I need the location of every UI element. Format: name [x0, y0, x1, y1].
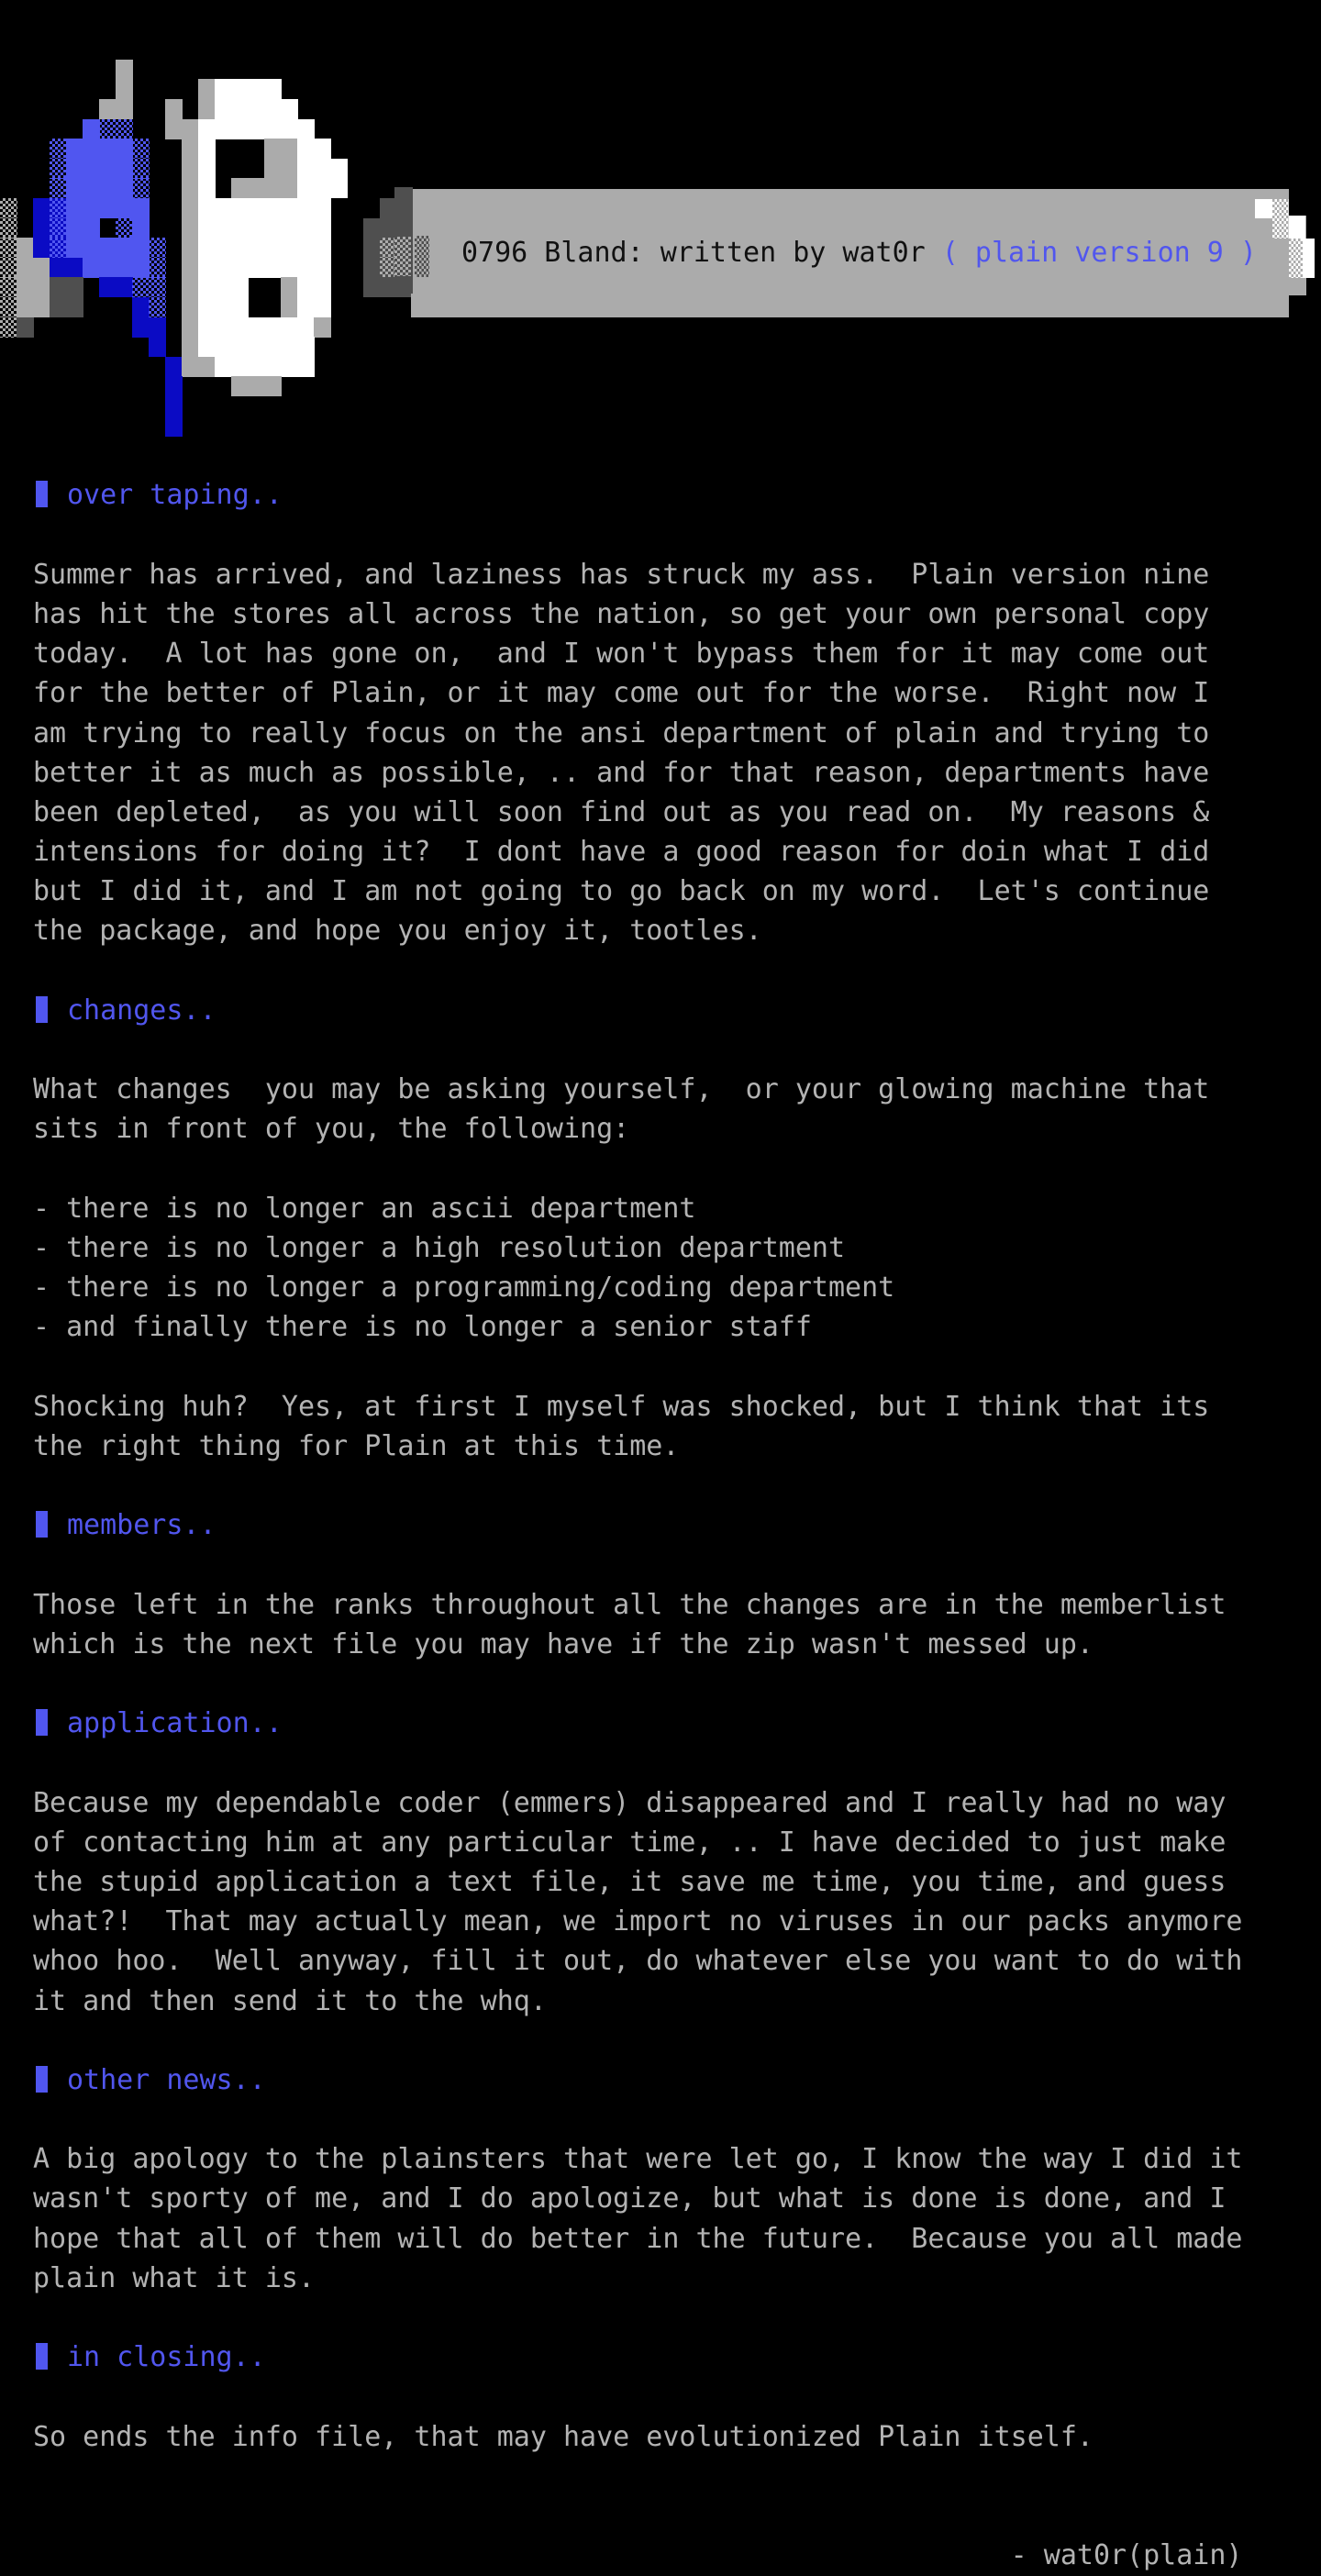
- logo-pixel: [297, 337, 315, 357]
- logo-pixel: [182, 238, 199, 258]
- logo-pixel: [281, 238, 298, 258]
- banner-title-version: ( plain version 9 ): [941, 237, 1257, 269]
- logo-pixel: [0, 238, 17, 258]
- logo-pixel: [248, 99, 265, 119]
- logo-pixel: [264, 317, 282, 338]
- logo-pixel: [50, 297, 67, 317]
- logo-pixel: [330, 178, 348, 198]
- logo-pixel: [50, 258, 67, 278]
- logo-pixel: [198, 99, 216, 119]
- banner-left-cap-dither: [394, 237, 411, 276]
- logo-pixel: [66, 297, 83, 317]
- logo-pixel: [248, 357, 265, 377]
- banner-right-white-end: [1303, 239, 1315, 278]
- logo-pixel: [231, 258, 249, 278]
- logo-pixel: [33, 218, 50, 239]
- logo-pixel: [33, 198, 50, 218]
- logo-pixel: [297, 159, 315, 179]
- logo-pixel: [215, 99, 232, 119]
- text-line: it and then send it to the whq.: [33, 1984, 547, 2017]
- logo-pixel: [116, 60, 133, 80]
- banner-title-main: 0796 Bland: written by wat0r: [461, 237, 942, 269]
- logo-pixel: [0, 258, 17, 278]
- text-line: of contacting him at any particular time, .. I have decided to just make: [33, 1826, 1227, 1859]
- logo-pixel: [215, 79, 232, 99]
- logo-pixel: [165, 396, 183, 416]
- logo-pixel: [281, 277, 298, 297]
- logo-pixel: [116, 178, 133, 198]
- logo-pixel: [182, 139, 199, 159]
- logo-pixel: [17, 277, 34, 297]
- logo-pixel: [132, 198, 150, 218]
- logo-pixel: [248, 119, 265, 139]
- logo-pixel: [165, 99, 183, 119]
- banner-title: [461, 233, 1257, 272]
- logo-pixel: [314, 277, 331, 297]
- section-header: application..: [33, 1704, 1308, 1743]
- logo-pixel: [99, 277, 117, 297]
- logo-pixel: [231, 297, 249, 317]
- logo-pixel: [297, 277, 315, 297]
- text-line: Because my dependable coder (emmers) disappeared and I really had no way: [33, 1786, 1227, 1819]
- logo-pixel: [363, 238, 381, 258]
- logo-pixel: [297, 178, 315, 198]
- banner-left-inner-dither: [415, 236, 429, 277]
- logo-pixel: [99, 258, 117, 278]
- logo-pixel: [17, 317, 34, 338]
- text-line: So ends the info file, that may have evolutionized Plain itself.: [33, 2420, 1093, 2453]
- text-line: - there is no longer an ascii department: [33, 1192, 696, 1225]
- logo-pixel: [215, 297, 232, 317]
- logo-pixel: [231, 218, 249, 239]
- logo-pixel: [182, 218, 199, 239]
- logo-pixel: [165, 416, 183, 437]
- logo-pixel: [116, 277, 133, 297]
- logo-pixel: [165, 376, 183, 396]
- logo-pixel: [50, 218, 67, 239]
- logo-pixel: [66, 139, 83, 159]
- logo-pixel: [198, 337, 216, 357]
- text-line: been depleted, as you will soon find out as you read on. My reasons &: [33, 795, 1210, 828]
- info-text: [33, 475, 1308, 2575]
- logo-pixel: [132, 277, 150, 297]
- square-bullet-icon: [36, 1511, 48, 1538]
- text-line: [33, 1545, 1308, 1584]
- logo-pixel: [314, 159, 331, 179]
- logo-pixel: [314, 178, 331, 198]
- text-line: better it as much as possible, .. and for that reason, departments have: [33, 756, 1210, 789]
- logo-pixel: [149, 317, 166, 338]
- logo-pixel: [0, 297, 17, 317]
- text-line: wasn't sporty of me, and I do apologize, but what is done is done, and I: [33, 2182, 1227, 2215]
- logo-pixel: [314, 238, 331, 258]
- logo-pixel: [116, 79, 133, 99]
- text-line: the stupid application a text file, it save me time, you time, and guess: [33, 1865, 1227, 1898]
- logo-pixel: [99, 238, 117, 258]
- square-bullet-icon: [36, 481, 48, 507]
- logo-pixel: [248, 258, 265, 278]
- logo-pixel: [50, 159, 67, 179]
- logo-pixel: [132, 238, 150, 258]
- text-line: [33, 2496, 1308, 2536]
- logo-pixel: [66, 178, 83, 198]
- logo-pixel: [132, 218, 150, 239]
- logo-pixel: [297, 238, 315, 258]
- logo-pixel: [99, 99, 117, 119]
- text-line: [33, 2100, 1308, 2139]
- logo-pixel: [231, 337, 249, 357]
- logo-pixel: [231, 99, 249, 119]
- logo-pixel: [264, 178, 282, 198]
- logo-pixel: [50, 178, 67, 198]
- logo-pixel: [281, 317, 298, 338]
- logo-pixel: [66, 277, 83, 297]
- logo-pixel: [165, 357, 183, 377]
- logo-pixel: [182, 357, 199, 377]
- text-line: [33, 1149, 1308, 1189]
- banner-right-white-mid: [1289, 216, 1305, 239]
- section-header: over taping..: [33, 475, 1308, 515]
- logo-pixel: [132, 317, 150, 338]
- logo-pixel: [182, 258, 199, 278]
- logo-pixel: [264, 198, 282, 218]
- text-line: has hit the stores all across the nation, so get your own personal copy: [33, 597, 1210, 630]
- logo-pixel: [165, 119, 183, 139]
- logo-pixel: [264, 337, 282, 357]
- text-line: intensions for doing it? I dont have a good reason for doin what I did: [33, 836, 1210, 869]
- logo-pixel: [198, 159, 216, 179]
- banner-right-white-top: [1255, 199, 1272, 218]
- logo-pixel: [182, 297, 199, 317]
- logo-pixel: [297, 297, 315, 317]
- logo-pixel: [17, 297, 34, 317]
- logo-pixel: [50, 139, 67, 159]
- square-bullet-icon: [36, 2343, 48, 2370]
- logo-pixel: [0, 198, 17, 218]
- logo-pixel: [248, 376, 265, 396]
- logo-pixel: [198, 139, 216, 159]
- logo-pixel: [231, 79, 249, 99]
- logo-pixel: [264, 99, 282, 119]
- text-line: [33, 516, 1308, 555]
- logo-pixel: [281, 297, 298, 317]
- logo-pixel: [132, 139, 150, 159]
- logo-pixel: [198, 178, 216, 198]
- logo-pixel: [132, 159, 150, 179]
- logo-pixel: [215, 218, 232, 239]
- logo-pixel: [149, 297, 166, 317]
- logo-pixel: [182, 119, 199, 139]
- logo-pixel: [215, 337, 232, 357]
- section-header: members..: [33, 1505, 1308, 1545]
- logo-pixel: [50, 277, 67, 297]
- text-line: for the better of Plain, or it may come out for the worse. Right now I: [33, 677, 1210, 710]
- logo-pixel: [231, 376, 249, 396]
- logo-pixel: [363, 277, 381, 297]
- logo-pixel: [83, 178, 100, 198]
- text-line: [33, 2298, 1308, 2337]
- text-line: Those left in the ranks throughout all the changes are in the memberlist: [33, 1588, 1227, 1621]
- logo-pixel: [281, 337, 298, 357]
- text-line: what?! That may actually mean, we import no viruses in our packs anymore: [33, 1905, 1243, 1938]
- logo-pixel: [182, 178, 199, 198]
- text-line: What changes you may be asking yourself, or your glowing machine that: [33, 1073, 1210, 1106]
- logo-pixel: [198, 258, 216, 278]
- logo-pixel: [231, 317, 249, 338]
- text-line: - there is no longer a programming/coding department: [33, 1271, 895, 1305]
- logo-pixel: [132, 297, 150, 317]
- text-line: [33, 2021, 1308, 2060]
- text-line: - and finally there is no longer a senior staff: [33, 1311, 812, 1344]
- text-line: [33, 1743, 1308, 1782]
- logo-pixel: [281, 178, 298, 198]
- logo-pixel: [231, 277, 249, 297]
- logo-pixel: [297, 317, 315, 338]
- logo-pixel: [116, 258, 133, 278]
- logo-pixel: [198, 317, 216, 338]
- text-line: the right thing for Plain at this time.: [33, 1429, 680, 1462]
- text-line: am trying to really focus on the ansi department of plain and trying to: [33, 716, 1210, 749]
- square-bullet-icon: [36, 996, 48, 1023]
- logo-pixel: [215, 238, 232, 258]
- logo-pixel: [314, 218, 331, 239]
- logo-pixel: [99, 119, 117, 139]
- logo-pixel: [231, 119, 249, 139]
- text-line: but I did it, and I am not going to go back on my word. Let's continue: [33, 875, 1210, 908]
- logo-pixel: [198, 79, 216, 99]
- logo-pixel: [297, 258, 315, 278]
- logo-pixel: [248, 238, 265, 258]
- logo-pixel: [99, 178, 117, 198]
- logo-pixel: [99, 139, 117, 159]
- logo-pixel: [297, 357, 315, 377]
- logo-pixel: [231, 198, 249, 218]
- text-line: today. A lot has gone on, and I won't bypass them for it may come out: [33, 638, 1210, 671]
- logo-pixel: [83, 198, 100, 218]
- logo-pixel: [198, 238, 216, 258]
- logo-pixel: [297, 139, 315, 159]
- logo-pixel: [66, 218, 83, 239]
- text-line: [33, 2377, 1308, 2416]
- logo-pixel: [281, 159, 298, 179]
- logo-pixel: [330, 159, 348, 179]
- logo-pixel: [0, 218, 17, 239]
- logo-pixel: [215, 119, 232, 139]
- logo-pixel: [264, 376, 282, 396]
- banner-right-dither-1: [1272, 199, 1289, 239]
- logo-pixel: [198, 119, 216, 139]
- text-line: - there is no longer a high resolution department: [33, 1231, 846, 1264]
- section-header: other news..: [33, 2060, 1308, 2100]
- logo-pixel: [182, 317, 199, 338]
- logo-pixel: [248, 337, 265, 357]
- logo-pixel: [248, 178, 265, 198]
- logo-pixel: [281, 139, 298, 159]
- text-line: [33, 2457, 1308, 2496]
- logo-pixel: [215, 277, 232, 297]
- logo-pixel: [17, 238, 34, 258]
- logo-pixel: [215, 357, 232, 377]
- logo-pixel: [182, 277, 199, 297]
- logo-pixel: [149, 238, 166, 258]
- text-line: whoo hoo. Well anyway, fill it out, do whatever else you want to do with: [33, 1945, 1243, 1978]
- logo-pixel: [33, 258, 50, 278]
- logo-pixel: [83, 119, 100, 139]
- logo-pixel: [149, 277, 166, 297]
- logo-pixel: [83, 238, 100, 258]
- logo-pixel: [264, 139, 282, 159]
- text-line: [33, 1466, 1308, 1505]
- logo-pixel: [50, 198, 67, 218]
- logo-pixel: [264, 238, 282, 258]
- logo-pixel: [215, 258, 232, 278]
- logo-pixel: [314, 139, 331, 159]
- logo-pixel: [314, 297, 331, 317]
- logo-pixel: [116, 119, 133, 139]
- logo-pixel: [297, 198, 315, 218]
- logo-pixel: [281, 258, 298, 278]
- logo-pixel: [17, 258, 34, 278]
- logo-pixel: [281, 218, 298, 239]
- logo-pixel: [281, 99, 298, 119]
- logo-pixel: [116, 238, 133, 258]
- square-bullet-icon: [36, 1709, 48, 1736]
- section-header: changes..: [33, 991, 1308, 1030]
- logo-pixel: [132, 178, 150, 198]
- text-line: Shocking huh? Yes, at first I myself was shocked, but I think that its: [33, 1390, 1210, 1423]
- text-line: - wat0r(plain): [33, 2539, 1243, 2572]
- logo-pixel: [248, 79, 265, 99]
- logo-pixel: [248, 218, 265, 239]
- text-line: which is the next file you may have if the zip wasn't messed up.: [33, 1627, 1093, 1660]
- text-line: [33, 951, 1308, 991]
- logo-pixel: [66, 198, 83, 218]
- logo-pixel: [363, 218, 381, 239]
- logo-pixel: [198, 218, 216, 239]
- logo-pixel: [314, 258, 331, 278]
- logo-pixel: [83, 218, 100, 239]
- logo-pixel: [281, 357, 298, 377]
- logo-pixel: [314, 317, 331, 338]
- logo-pixel: [116, 159, 133, 179]
- logo-pixel: [149, 337, 166, 357]
- logo-pixel: [182, 337, 199, 357]
- logo-pixel: [116, 139, 133, 159]
- logo-pixel: [198, 198, 216, 218]
- logo-pixel: [33, 297, 50, 317]
- logo-pixel: [248, 317, 265, 338]
- text-line: [33, 1030, 1308, 1070]
- text-line: hope that all of them will do better in the future. Because you all made: [33, 2222, 1243, 2255]
- logo-pixel: [297, 218, 315, 239]
- logo-pixel: [264, 159, 282, 179]
- text-line: [33, 1348, 1308, 1387]
- logo-pixel: [314, 198, 331, 218]
- logo-pixel: [198, 357, 216, 377]
- logo-pixel: [132, 258, 150, 278]
- text-line: Summer has arrived, and laziness has struck my ass. Plain version nine: [33, 558, 1210, 591]
- logo-pixel: [99, 159, 117, 179]
- logo-pixel: [33, 277, 50, 297]
- logo-pixel: [231, 357, 249, 377]
- logo-pixel: [66, 258, 83, 278]
- text-line: sits in front of you, the following:: [33, 1113, 630, 1146]
- logo-pixel: [66, 238, 83, 258]
- logo-pixel: [83, 159, 100, 179]
- logo-pixel: [116, 99, 133, 119]
- square-bullet-icon: [36, 2066, 48, 2093]
- section-header: in closing..: [33, 2337, 1308, 2377]
- logo-pixel: [215, 317, 232, 338]
- logo-pixel: [281, 119, 298, 139]
- logo-pixel: [83, 258, 100, 278]
- logo-pixel: [231, 178, 249, 198]
- logo-pixel: [231, 238, 249, 258]
- logo-pixel: [363, 258, 381, 278]
- logo-pixel: [83, 139, 100, 159]
- logo-pixel: [33, 238, 50, 258]
- logo-pixel: [198, 297, 216, 317]
- logo-pixel: [264, 258, 282, 278]
- logo-pixel: [264, 357, 282, 377]
- logo-pixel: [182, 198, 199, 218]
- logo-pixel: [116, 218, 133, 239]
- logo-pixel: [248, 198, 265, 218]
- logo-pixel: [264, 79, 282, 99]
- logo-pixel: [297, 119, 315, 139]
- logo-pixel: [99, 198, 117, 218]
- text-line: [33, 1664, 1308, 1704]
- logo-pixel: [281, 198, 298, 218]
- logo-pixel: [149, 258, 166, 278]
- logo-pixel: [198, 277, 216, 297]
- banner-right-dither-2: [1289, 239, 1303, 278]
- text-line: the package, and hope you enjoy it, tootles.: [33, 915, 762, 948]
- logo-pixel: [264, 119, 282, 139]
- logo-pixel: [0, 317, 17, 338]
- logo-pixel: [116, 198, 133, 218]
- logo-pixel: [0, 277, 17, 297]
- logo-pixel: [215, 198, 232, 218]
- logo-pixel: [264, 218, 282, 239]
- logo-pixel: [66, 159, 83, 179]
- logo-pixel: [182, 159, 199, 179]
- logo-pixel: [50, 238, 67, 258]
- text-line: A big apology to the plainsters that were let go, I know the way I did it: [33, 2143, 1243, 2176]
- text-line: plain what it is.: [33, 2261, 316, 2294]
